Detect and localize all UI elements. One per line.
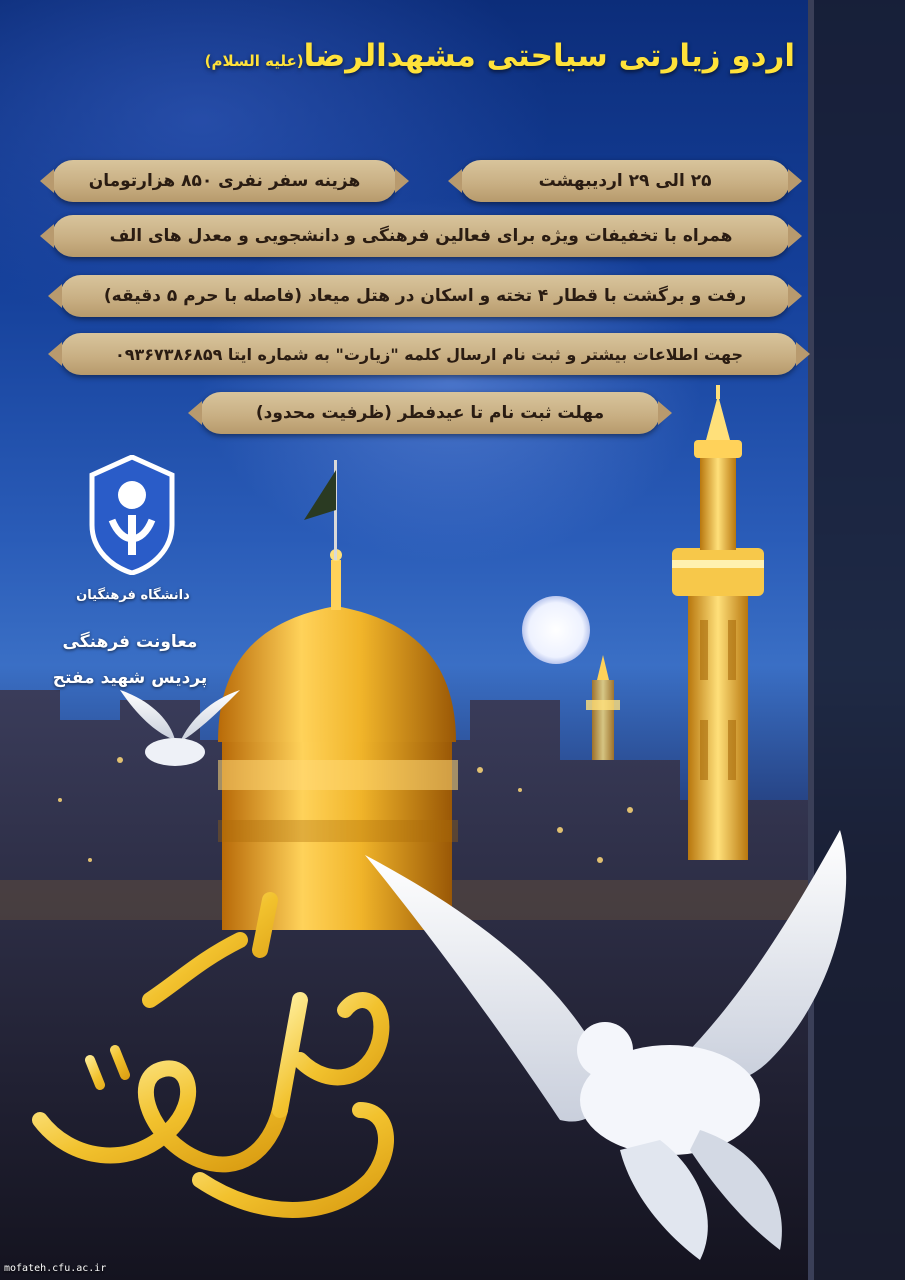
discount-banner <box>52 215 790 257</box>
deadline-banner <box>200 392 660 434</box>
title-honorific: (علیه السلام) <box>204 52 304 70</box>
golden-dome <box>218 460 458 930</box>
campus-name: پردیس شهید مفتح <box>52 668 208 688</box>
discount-text: همراه با تخفیفات ویژه برای فعالین فرهنگی و دانشجویی و معدل های الف <box>109 226 733 246</box>
university-name: دانشگاه فرهنگیان <box>76 588 190 603</box>
university-logo <box>82 455 182 575</box>
title-main: اردو زیارتی سیاحتی مشهدالرضا <box>303 38 795 74</box>
dates-text: ۲۵ الی ۲۹ اردیبهشت <box>538 171 712 191</box>
contact-banner <box>60 333 798 375</box>
travel-text: رفت و برگشت با قطار ۴ تخته و اسکان در هتل میعاد (فاصله با حرم ۵ دقیقه) <box>103 286 747 306</box>
dept-name: معاونت فرهنگی <box>62 632 198 652</box>
watermark: mofateh.cfu.ac.ir <box>4 1263 107 1274</box>
cost-text: هزینه سفر نفری ۸۵۰ هزارتومان <box>88 171 361 191</box>
travel-banner <box>60 275 790 317</box>
dates-banner <box>460 160 790 202</box>
contact-text: جهت اطلاعات بیشتر و ثبت نام ارسال کلمه "زیارت" به شماره ایتا ۰۹۳۶۷۳۸۶۸۵۹ <box>114 344 744 364</box>
right-frame <box>808 0 905 1280</box>
deadline-text: مهلت ثبت نام تا عیدفطر (ظرفیت محدود) <box>255 403 605 423</box>
golden-minaret <box>672 385 764 860</box>
moon <box>522 596 590 664</box>
cost-banner <box>52 160 397 202</box>
poster-title <box>40 38 795 74</box>
